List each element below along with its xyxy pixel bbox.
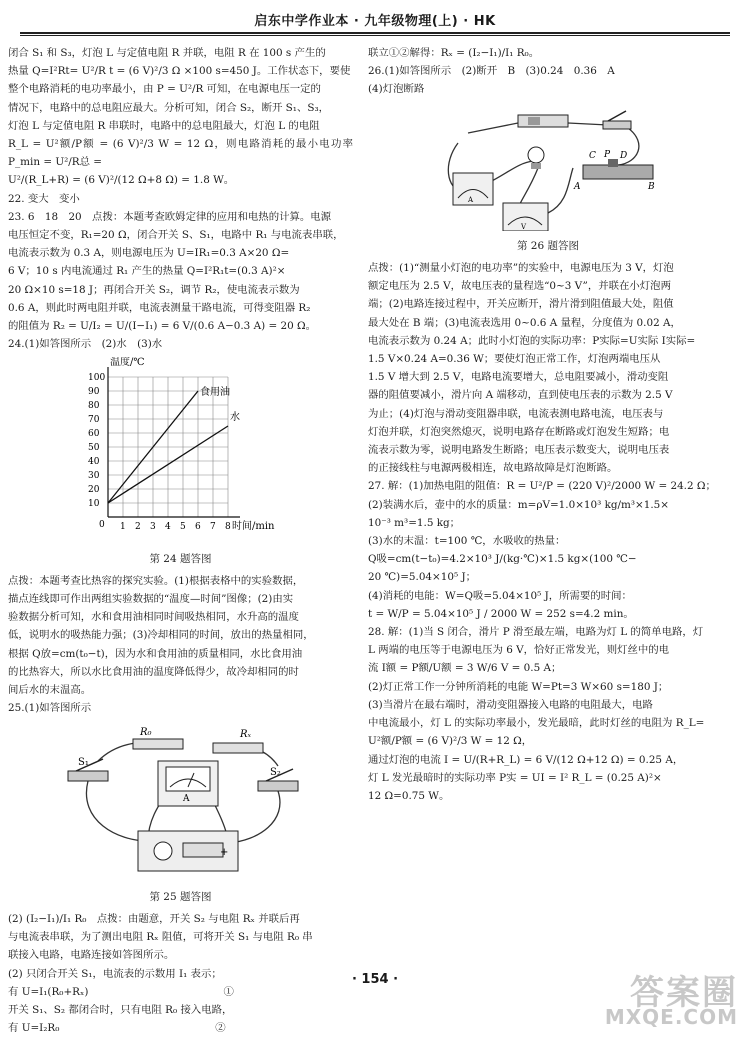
figure-25-caption: 第 25 题答图 (149, 890, 212, 903)
left-column (8, 44, 353, 1037)
text-line: 描点连线即可作出两组实验数据的“温度—时间”图像；(2)由实 (8, 593, 294, 606)
page-number: · 154 · (351, 972, 399, 987)
text-line: 端；(2)电路连接过程中，开关应断开，滑片滑到阻值最大处，阻值 (368, 298, 674, 311)
text-line: (2) 只闭合开关 S₁，电流表的示数用 I₁ 表示； (8, 967, 222, 980)
text-line: U²额/P额 = (6 V)²/3 W = 12 Ω， (368, 735, 533, 748)
y-tick-label: 20 (88, 485, 100, 496)
battery (518, 115, 568, 127)
text-line: (4)灯泡断路 (368, 83, 425, 96)
text-line: 电流表示数为 0.24 A；此时小灯泡的实际功率：P实际=U实际 I实际= (368, 334, 696, 347)
text-line: 间后水的末温高。 (8, 684, 92, 697)
circuit-diagram-26 (368, 103, 728, 231)
x-tick-label: 8 (225, 522, 231, 533)
text-line: 10⁻³ m³=1.5 kg； (368, 516, 461, 529)
x-axis-label: 时间/min (232, 521, 275, 533)
text-line: (3)水的末温：t=100 ℃，水吸收的热量： (368, 535, 566, 548)
y-axis-label: 温度/℃ (110, 357, 145, 369)
right-text-block-2 (368, 259, 728, 805)
text-line: 点拨：(1)“测量小灯泡的电功率”的实验中，电源电压为 3 V，灯泡 (368, 262, 674, 275)
text-line: 有 U=I₂R₀ ② (8, 1022, 226, 1035)
text-line: 20 ℃)=5.04×10⁵ J； (368, 571, 476, 584)
svg-text:B: B (648, 181, 655, 192)
text-line: 联立①②解得：Rₓ = (I₂−I₁)/I₁ R₀。 (368, 47, 540, 59)
text-line: U²/(R_L+R) = (6 V)²/(12 Ω+8 Ω) = 1.8 W。 (8, 174, 235, 187)
switch-s2 (258, 767, 298, 791)
svg-text:A: A (574, 181, 581, 192)
text-line: 24.(1)如答图所示 (2)水 (3)水 (8, 338, 163, 351)
text-line: 整个电路消耗的电功率最小，由 P = U²/R 可知，在电源电压一定的 (8, 83, 321, 96)
text-line: 20 Ω×10 s=18 J；再闭合开关 S₂，调节 R₂，使电流表示数为 (8, 283, 300, 296)
temperature-time-chart (8, 357, 353, 543)
svg-text:V: V (521, 222, 527, 231)
x-tick-label: 5 (180, 522, 186, 533)
text-line: 联接入电路，电路连接如答图所示。 (8, 949, 175, 962)
switch-s1 (68, 757, 108, 781)
text-line: 23. 6 18 20 点拨：本题考查欧姆定律的应用和电热的计算。电源 (8, 210, 332, 223)
text-line: 灯 L 发光最暗时的实际功率 P实 = UI = I² R_L = (0.25 A)²× (368, 771, 662, 784)
x-tick-label: 6 (195, 522, 201, 533)
watermark-logo: 答案圈 (630, 973, 738, 1013)
text-line: 电流表示数为 0.3 A，则电源电压为 U=IR₁=0.3 A×20 Ω= (8, 247, 290, 260)
svg-text:S₁: S₁ (78, 757, 89, 769)
text-line: (2)灯正常工作一分钟所消耗的电能 W=Pt=3 W×60 s=180 J； (368, 680, 669, 693)
text-line: 28. 解：(1)当 S 闭合，滑片 P 滑至最左端，电路为灯 L 的简单电路，灯 (368, 626, 704, 639)
rheostat (573, 150, 655, 192)
svg-text:C: C (589, 150, 596, 161)
text-line: 0.6 A，则此时两电阻并联，电流表测量干路电流，可得变阻器 R₂ (8, 301, 311, 314)
right-column (368, 44, 728, 805)
resistor-r0 (133, 727, 183, 749)
x-tick-label: 4 (165, 522, 171, 533)
text-line: 26.(1)如答图所示 (2)断开 B (3)0.24 0.36 A (368, 65, 615, 78)
text-line: 根据 Q放=cm(t₀−t)，因为水和食用油的质量相同，水比食用油 (8, 647, 303, 660)
text-line: R_L = U²额/P额 = (6 V)²/3 W = 12 Ω，则电路消耗的最小电功率 P_min = U²/R总 = (8, 138, 353, 169)
y-tick-label: 70 (88, 415, 100, 426)
circuit-diagram-25 (8, 721, 353, 881)
svg-text:A: A (468, 195, 474, 204)
text-line: 的阻值为 R₂ = U/I₂ = U/(I−I₁) = 6 V/(0.6 A−0.3 A) = 20 Ω。 (8, 320, 316, 333)
text-line: 验数据分析可知，水和食用油相同时间吸热相同，水升高的温度 (8, 611, 299, 624)
switch (603, 111, 631, 129)
text-line: 情况下，电路中的总电阻应最大。分析可知，闭合 S₂，断开 S₁、S₃， (8, 101, 330, 114)
header-rule (20, 32, 730, 34)
text-line: 22. 变大 变小 (8, 192, 80, 205)
text-line: 25.(1)如答图所示 (8, 702, 92, 715)
y-tick-label: 90 (88, 387, 100, 398)
text-line: 闭合 S₁ 和 S₃，灯泡 L 与定值电阻 R 并联，电阻 R 在 100 s 产生的 (8, 47, 326, 59)
text-line: 与电流表串联，为了测出电阻 Rₓ 阻值，可将开关 S₁ 与电阻 R₀ 串 (8, 931, 313, 944)
text-line: 6 V；10 s 内电流通过 R₁ 产生的热量 Q=I²R₁t=(0.3 A)²× (8, 265, 286, 278)
text-line: 有 U=I₁(R₀+Rₓ) ① (8, 985, 234, 998)
text-line: 低，说明水的吸热能力强；(3)冷却相同的时间，放出的热量相同， (8, 629, 314, 642)
x-tick-label: 7 (210, 522, 216, 533)
text-line: (3)当滑片在最右端时，滑动变阻器接入电路的电阻最大，电路 (368, 698, 653, 711)
svg-text:Rₓ: Rₓ (240, 729, 252, 741)
left-text-block-1 (8, 44, 353, 353)
power-supply (138, 831, 238, 871)
figure-25 (8, 721, 353, 905)
svg-text:A: A (183, 794, 190, 805)
text-line: 为止；(4)灯泡与滑动变阻器串联，电流表测电路电流，电压表与 (368, 407, 664, 420)
lamp (528, 147, 544, 169)
text-line: (4)消耗的电能：W=Q吸=5.04×10⁵ J，所需要的时间： (368, 589, 632, 602)
series-label: 水 (230, 412, 240, 424)
text-line: L 两端的电压等于电源电压为 6 V，恰好正常发光，则灯丝中的电 (368, 644, 670, 657)
text-line: 点拨：本题考查比热容的探究实验。(1)根据表格中的实验数据， (8, 574, 304, 587)
figure-24 (8, 357, 353, 567)
y-tick-label: 10 (88, 499, 100, 510)
text-line: 热量 Q=I²Rt= U²/R t = (6 V)²/3 Ω ×100 s=450 J。工作状态下，要使 (8, 65, 351, 78)
y-tick-label: 60 (88, 429, 100, 440)
text-line: t = W/P = 5.04×10⁵ J / 2000 W = 252 s=4.2 min。 (368, 607, 634, 620)
text-line: 中电流最小，灯 L 的实际功率最小，发光最暗，此时灯丝的电阻为 R_L= (368, 717, 705, 730)
text-line: 开关 S₁、S₂ 都闭合时，只有电阻 R₀ 接入电路， (8, 1003, 233, 1016)
series-label: 食用油 (200, 387, 230, 399)
text-line: 最大处在 B 端；(3)电流表选用 0~0.6 A 量程，分度值为 0.02 A， (368, 316, 681, 329)
svg-text:P: P (604, 149, 611, 160)
ammeter (158, 761, 218, 806)
text-line: 通过灯泡的电流 I = U/(R+R_L) = 6 V/(12 Ω+12 Ω) = 0.25 A， (368, 753, 684, 766)
resistor-rx (213, 729, 263, 753)
text-line: 1.5 V×0.24 A=0.36 W；要使灯泡正常工作，灯泡两端电压从 (368, 353, 661, 366)
watermark (582, 965, 742, 1031)
text-line: 灯泡并联，灯泡突然熄灭，说明电路存在断路或灯泡发生短路；电 (368, 425, 670, 438)
figure-24-caption: 第 24 题答图 (149, 552, 212, 565)
svg-text:+: + (220, 847, 229, 859)
text-line: (2)装满水后，壶中的水的质量：m=ρV=1.0×10³ kg/m³×1.5× (368, 498, 669, 511)
y-tick-label: 40 (88, 457, 100, 468)
text-line: 27. 解：(1)加热电阻的阻值：R = U²/P = (220 V)²/2000 W = 24.2 Ω； (368, 480, 716, 493)
header-rule-thin (20, 35, 730, 36)
x-tick-label: 3 (150, 522, 156, 533)
text-line: 电压恒定不变，R₁=20 Ω，闭合开关 S、S₁，电路中 R₁ 与电流表串联， (8, 229, 344, 242)
text-line: 额定电压为 2.5 V，故电压表的量程选“0~3 V”，并联在小灯泡两 (368, 280, 671, 293)
figure-26-caption: 第 26 题答图 (516, 239, 580, 252)
svg-text:R₀: R₀ (140, 727, 152, 739)
origin-label: 0 (99, 520, 105, 531)
svg-text:S₂: S₂ (270, 767, 281, 779)
y-tick-label: 80 (88, 401, 100, 412)
x-tick-label: 1 (120, 522, 126, 533)
svg-text:D: D (620, 150, 628, 161)
text-line: 器的阻值要减小，滑片向 A 端移动，直到使电压表的示数为 2.5 V (368, 389, 673, 402)
voltmeter (503, 203, 548, 231)
watermark-url: MXQE.COM (604, 1005, 738, 1029)
ammeter (453, 173, 493, 205)
text-line: 的比热容大，所以水比食用油的温度降低得少，故冷却相同的时 (8, 665, 299, 678)
y-tick-label: 100 (88, 373, 106, 384)
right-text-block-1 (368, 44, 728, 99)
text-line: 的正接线柱与电源两极相连，故电路故障是灯泡断路。 (368, 462, 618, 475)
y-tick-label: 30 (88, 471, 100, 482)
running-header: 启东中学作业本 · 九年级物理(上) · HK (254, 14, 496, 29)
text-line: (2) (I₂−I₁)/I₁ R₀ 点拨：由题意，开关 S₂ 与电阻 Rₓ 并联后再 (8, 912, 300, 925)
x-tick-label: 2 (135, 522, 141, 533)
text-line: Q吸=cm(t−t₀)=4.2×10³ J/(kg·℃)×1.5 kg×(100 ℃− (368, 553, 637, 566)
text-line: 灯泡 L 与定值电阻 R 串联时，电路中的总电阻最大，灯泡 L 的电阻 (8, 119, 320, 132)
figure-26 (368, 103, 728, 255)
y-tick-label: 50 (88, 443, 100, 454)
text-line: 1.5 V 增大到 2.5 V，电路电流要增大，总电阻要减小，滑动变阻 (368, 371, 669, 384)
left-text-block-2 (8, 572, 353, 718)
text-line: 流 I额 = P额/U额 = 3 W/6 V = 0.5 A； (368, 662, 562, 675)
text-line: 12 Ω=0.75 W。 (368, 789, 450, 802)
text-line: 流表示数为零，说明电路发生断路；电压表示数变大，说明电压表 (368, 444, 670, 457)
